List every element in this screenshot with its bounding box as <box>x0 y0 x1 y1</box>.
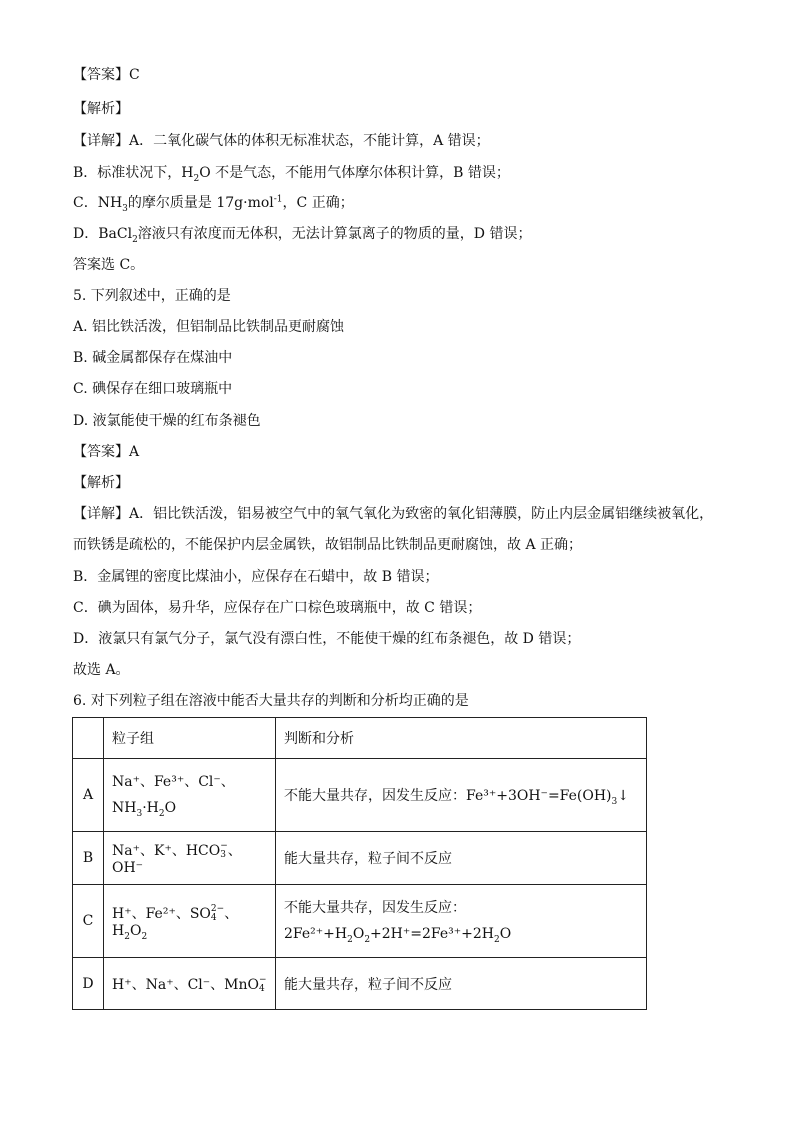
text: ，C 正确； <box>282 195 354 211</box>
q4-answer-line <box>73 66 140 84</box>
text: 、OH⁻ <box>112 843 242 876</box>
q5-analysis-tag: 【解析】 <box>73 475 129 491</box>
subscript: 2 <box>124 931 130 942</box>
q4-detail-c <box>73 194 354 212</box>
row-group <box>104 759 276 832</box>
text: Na⁺、K⁺、HCO <box>112 843 221 859</box>
answer-tag: 【答案】 <box>73 444 129 460</box>
text: ↓ <box>617 788 629 804</box>
q4-detail-d <box>73 225 531 243</box>
table-row <box>73 759 647 832</box>
detail-tag: 【详解】 <box>73 506 129 522</box>
row-group <box>104 885 276 958</box>
text: B．标准状况下，H <box>73 165 194 181</box>
row-analysis <box>276 759 647 832</box>
row-group <box>104 958 276 1010</box>
ion-charge-stack <box>259 976 267 994</box>
subscript: 2 <box>132 234 138 245</box>
header-group: 粒子组 <box>104 718 276 759</box>
row-letter: B <box>73 832 104 885</box>
q4-conclusion: 答案选 C。 <box>73 257 145 273</box>
q5-detail-b: B．金属锂的密度比煤油小，应保存在石蜡中，故 B 错误； <box>73 569 439 585</box>
q5-option-b: B. 碱金属都保存在煤油中 <box>73 350 233 366</box>
row-letter: A <box>73 759 104 832</box>
q5-conclusion: 故选 A。 <box>73 662 130 678</box>
row-letter: D <box>73 958 104 1010</box>
group-line: Na⁺、Fe³⁺、Cl⁻、 <box>112 774 235 790</box>
q5-detail-a1 <box>73 505 713 523</box>
subscript: 2 <box>364 934 371 945</box>
subscript: 2 <box>193 173 200 184</box>
subscript: 3 <box>122 203 128 214</box>
ion-charge-stack <box>211 905 224 923</box>
q4-analysis-tag: 【解析】 <box>73 101 129 117</box>
superscript: − <box>259 974 267 985</box>
text: A．铝比铁活泼，铝易被空气中的氧气氧化为致密的氧化铝薄膜，防止内层金属铝继续被氧化， <box>129 506 714 522</box>
analysis-line: 不能大量共存，因发生反应： <box>284 900 466 916</box>
q5-detail-d: D．液氯只有氯气分子，氯气没有漂白性，不能使干燥的红布条褪色，故 D 错误； <box>73 631 581 647</box>
row-letter: C <box>73 885 104 958</box>
table-row <box>73 832 647 885</box>
table-row <box>73 958 647 1010</box>
superscript: 2− <box>210 904 225 914</box>
q5-option-d: D. 液氯能使干燥的红布条褪色 <box>73 413 261 429</box>
row-analysis <box>276 885 647 958</box>
table-header-row <box>73 718 647 759</box>
subscript: 3 <box>220 850 226 860</box>
subscript: 2 <box>494 934 500 945</box>
header-analysis: 判断和分析 <box>276 718 647 759</box>
q6-options-table <box>72 717 647 1010</box>
text: +2H⁺=2Fe³⁺+2H <box>370 926 495 942</box>
subscript: 3 <box>611 796 618 807</box>
text: 2Fe²⁺+H <box>284 926 348 942</box>
subscript: 4 <box>210 913 217 923</box>
subscript: 4 <box>259 983 265 994</box>
row-analysis: 能大量共存，粒子间不反应 <box>276 832 647 885</box>
subscript: 2 <box>347 934 353 945</box>
answer-value: A <box>129 444 140 460</box>
text: O <box>164 800 177 816</box>
text: O <box>129 923 142 939</box>
text: 溶液只有浓度而无体积，无法计算氯离子的物质的量，D 错误； <box>137 226 532 242</box>
detail-tag: 【详解】 <box>73 133 129 149</box>
subscript: 3 <box>136 808 143 819</box>
text: O <box>352 926 365 942</box>
group-line <box>112 795 267 821</box>
q5-stem: 5. 下列叙述中，正确的是 <box>73 288 231 304</box>
ion-charge-stack <box>220 842 228 860</box>
subscript: 2 <box>158 808 165 819</box>
q5-answer-line <box>73 443 139 461</box>
q4-detail-b <box>73 164 510 182</box>
text: 不能大量共存，因发生反应：Fe³⁺+3OH⁻=Fe(OH) <box>284 788 612 804</box>
text: NH <box>112 800 137 816</box>
row-group <box>104 832 276 885</box>
text: H⁺、Na⁺、Cl⁻、MnO <box>112 976 259 993</box>
text: H⁺、Fe²⁺、SO <box>112 906 211 922</box>
superscript: -1 <box>273 194 283 205</box>
superscript: − <box>220 841 228 851</box>
analysis-line <box>284 921 638 947</box>
text: D．BaCl <box>73 226 133 242</box>
q5-option-a: A. 铝比铁活泼，但铝制品比铁制品更耐腐蚀 <box>73 319 345 335</box>
text: C．NH <box>73 195 123 211</box>
detail-a-text: A．二氧化碳气体的体积无标准状态，不能计算，A 错误； <box>129 133 490 149</box>
text: 、H <box>112 906 239 939</box>
table-row <box>73 885 647 958</box>
text: ·H <box>142 800 159 816</box>
text: O 不是气态，不能用气体摩尔体积计算，B 错误； <box>199 165 510 181</box>
text: 的摩尔质量是 17g·mol <box>127 195 274 211</box>
subscript: 2 <box>141 931 148 942</box>
row-analysis: 能大量共存，粒子间不反应 <box>276 958 647 1010</box>
q4-detail-a <box>73 132 490 150</box>
header-empty-cell <box>73 718 104 759</box>
answer-tag: 【答案】 <box>73 67 129 83</box>
text: O <box>499 926 512 942</box>
q5-detail-a2: 而铁锈是疏松的，不能保护内层金属铁，故铝制品比铁制品更耐腐蚀，故 A 正确； <box>73 537 583 553</box>
q5-detail-c: C．碘为固体，易升华，应保存在广口棕色玻璃瓶中，故 C 错误； <box>73 600 482 616</box>
q5-option-c: C. 碘保存在细口玻璃瓶中 <box>73 381 233 397</box>
answer-value: C <box>129 67 140 83</box>
q6-stem: 6. 对下列粒子组在溶液中能否大量共存的判断和分析均正确的是 <box>73 693 469 709</box>
